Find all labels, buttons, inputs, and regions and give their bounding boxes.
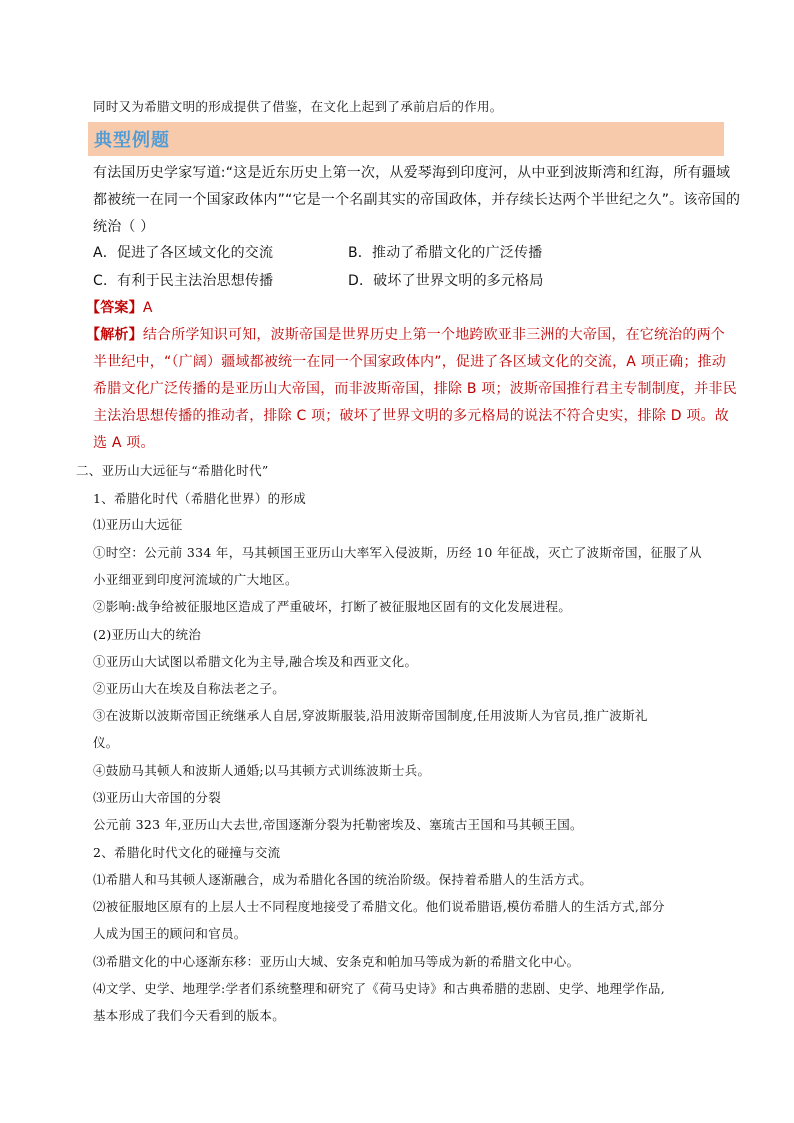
question-line-3: 统治（ ） <box>93 219 155 235</box>
notes-p3-title: ⑶亚历山大帝国的分裂 <box>93 790 222 805</box>
analysis-line-2: 半世纪中，“（广阔）疆域都被统一在同一个国家政体内”，促进了各区域文化的交流，A 项正确；推动 <box>93 354 726 370</box>
notes-p1-line-3: ②影响:战争给被征服地区造成了严重破坏，打断了被征服地区固有的文化发展进程。 <box>93 599 572 614</box>
option-a: A．促进了各区域文化的交流 <box>93 245 274 261</box>
notes-p1-line-2: 小亚细亚到印度河流域的广大地区。 <box>93 572 298 587</box>
analysis-line-4: 主法治思想传播的推动者，排除 C 项；破坏了世界文明的多元格局的说法不符合史实，排除 D 项。故 <box>93 408 729 424</box>
question-line-2: 都被统一在同一个国家政体内”“它是一个名副其实的帝国政体，并存续长达两个半世纪之久”。该帝国的 <box>93 192 741 208</box>
notes-q4-line-2: 基本形成了我们今天看到的版本。 <box>93 1008 286 1023</box>
section-banner <box>88 122 724 156</box>
notes-p3-line-1: 公元前 323 年,亚历山大去世,帝国逐渐分裂为托勒密埃及、塞琉古王国和马其顿王国。 <box>93 817 583 832</box>
notes-sub-1: 1、希腊化时代（希腊化世界）的形成 <box>93 491 307 506</box>
analysis-text-1: 结合所学知识可知，波斯帝国是世界历史上第一个地跨欧亚非三洲的大帝国，在它统治的两个 <box>142 327 726 343</box>
notes-q4-line-1: ⑷文学、史学、地理学:学者们系统整理和研究了《荷马史诗》和古典希腊的悲剧、史学、地理学作品, <box>93 981 665 996</box>
analysis-line-5: 选 A 项。 <box>93 435 155 451</box>
analysis-line-1 <box>86 324 725 344</box>
answer-tag: 【答案】 <box>86 300 143 316</box>
notes-heading: 二、亚历山大远征与“希腊化时代” <box>76 463 269 478</box>
option-c: C．有利于民主法治思想传播 <box>93 273 274 289</box>
analysis-tag: 【解析】 <box>86 327 143 343</box>
option-d: D．破坏了世界文明的多元格局 <box>348 273 544 289</box>
section-banner-title: 典型例题 <box>94 130 170 151</box>
notes-p2-title: (2)亚历山大的统治 <box>93 627 202 642</box>
answer-line <box>86 297 153 317</box>
option-b: B．推动了希腊文化的广泛传播 <box>348 245 543 261</box>
notes-q2-line-2: 人成为国王的顾问和官员。 <box>93 926 247 941</box>
notes-p2-line-2: ②亚历山大在埃及自称法老之子。 <box>93 681 286 696</box>
analysis-line-3: 希腊文化广泛传播的是亚历山大帝国，而非波斯帝国，排除 B 项；波斯帝国推行君主专制制度，并非民 <box>93 381 737 397</box>
notes-p2-line-3: ③在波斯以波斯帝国正统继承人自居,穿波斯服装,沿用波斯帝国制度,任用波斯人为官员,推广波斯礼 <box>93 708 648 723</box>
notes-q3: ⑶希腊文化的中心逐渐东移：亚历山大城、安条克和帕加马等成为新的希腊文化中心。 <box>93 954 580 969</box>
answer-value: A <box>142 300 153 316</box>
notes-sub-2: 2、希腊化时代文化的碰撞与交流 <box>93 845 281 860</box>
notes-p1-line-1: ①时空：公元前 334 年，马其顿国王亚历山大率军入侵波斯，历经 10 年征战，灭亡了波斯帝国，征服了从 <box>93 545 702 560</box>
notes-q1: ⑴希腊人和马其顿人逐渐融合，成为希腊化各国的统治阶级。保持着希腊人的生活方式。 <box>93 872 593 887</box>
notes-q2-line-1: ⑵被征服地区原有的上层人士不同程度地接受了希腊文化。他们说希腊语,模仿希腊人的生活方式,部分 <box>93 899 665 914</box>
notes-p1-title: ⑴亚历山大远征 <box>93 517 183 532</box>
notes-p2-line-5: ④鼓励马其顿人和波斯人通婚;以马其顿方式训练波斯士兵。 <box>93 763 431 778</box>
intro-line: 同时又为希腊文明的形成提供了借鉴，在文化上起到了承前启后的作用。 <box>93 99 503 114</box>
notes-p2-line-1: ①亚历山大试图以希腊文化为主导,融合埃及和西亚文化。 <box>93 654 418 669</box>
notes-p2-line-4: 仪。 <box>93 735 119 750</box>
question-line-1: 有法国历史学家写道:“这是近东历史上第一次，从爱琴海到印度河，从中亚到波斯湾和红海，所有疆域 <box>93 165 731 181</box>
